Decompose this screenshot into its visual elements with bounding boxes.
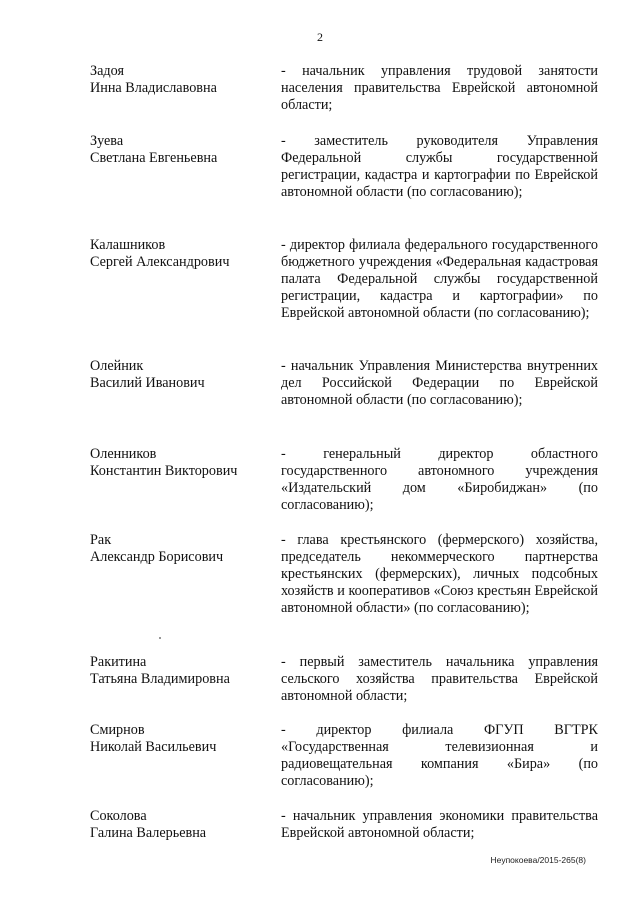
member-given-names: Татьяна Владимировна	[90, 671, 230, 687]
member-surname: Соколова	[90, 808, 147, 824]
member-surname: Зуева	[90, 133, 124, 149]
member-given-names: Николай Васильевич	[90, 739, 217, 755]
member-given-names: Инна Владиславовна	[90, 80, 217, 96]
member-name	[90, 654, 275, 688]
member-surname: Оленников	[90, 446, 157, 462]
member-surname: Рак	[90, 532, 112, 548]
stray-mark	[159, 637, 161, 639]
member-duty: - глава крестьянского (фермерского) хозяйства, председатель некоммерческого партнерства крестьянских (фермерских), личных подсобных хозяйств и кооперативов «Союз крестьян Еврейской автономной области» (по согласованию);	[281, 532, 598, 616]
member-given-names: Константин Викторович	[90, 463, 238, 479]
member-surname: Калашников	[90, 237, 166, 253]
member-name	[90, 63, 275, 97]
member-duty: - заместитель руководителя Управления Федеральной службы государственной регистрации, кадастра и картографии по Еврейской автономной области (по согласованию);	[281, 133, 598, 200]
member-given-names: Галина Валерьевна	[90, 825, 207, 841]
member-duty: - первый заместитель начальника управления сельского хозяйства правительства Еврейской автономной области;	[281, 654, 598, 704]
member-duty: - начальник Управления Министерства внутренних дел Российской Федерации по Еврейской автономной области (по согласованию);	[281, 358, 598, 408]
member-given-names: Сергей Александрович	[90, 254, 230, 270]
member-surname: Задоя	[90, 63, 124, 79]
member-duty: - директор филиала федерального государственного бюджетного учреждения «Федеральная кадастровая палата Федеральной службы государственной регистрации, кадастра и картографии» по Еврейской автономной области (по согласованию);	[281, 237, 598, 321]
member-duty: - начальник управления трудовой занятости населения правительства Еврейской автономной области;	[281, 63, 598, 113]
member-duty: - начальник управления экономики правительства Еврейской автономной области;	[281, 808, 598, 841]
member-surname: Ракитина	[90, 654, 147, 670]
member-name	[90, 808, 275, 842]
member-given-names: Светлана Евгеньевна	[90, 150, 218, 166]
member-name	[90, 358, 275, 392]
member-given-names: Александр Борисович	[90, 549, 224, 565]
member-given-names: Василий Иванович	[90, 375, 205, 391]
member-name	[90, 722, 275, 756]
member-surname: Смирнов	[90, 722, 145, 738]
page-number: 2	[317, 30, 323, 44]
member-surname: Олейник	[90, 358, 144, 374]
member-duty: - директор филиала ФГУП ВГТРК «Государственная телевизионная и радиовещательная компания «Бира» (по согласованию);	[281, 722, 598, 789]
member-name	[90, 237, 275, 271]
document-code: Неупокоева/2015-265(8)	[490, 855, 586, 865]
member-name	[90, 133, 275, 167]
member-duty: - генеральный директор областного государственного автономного учреждения «Издательский дом «Биробиджан» (по согласованию);	[281, 446, 598, 513]
member-name	[90, 532, 275, 566]
member-name	[90, 446, 275, 480]
